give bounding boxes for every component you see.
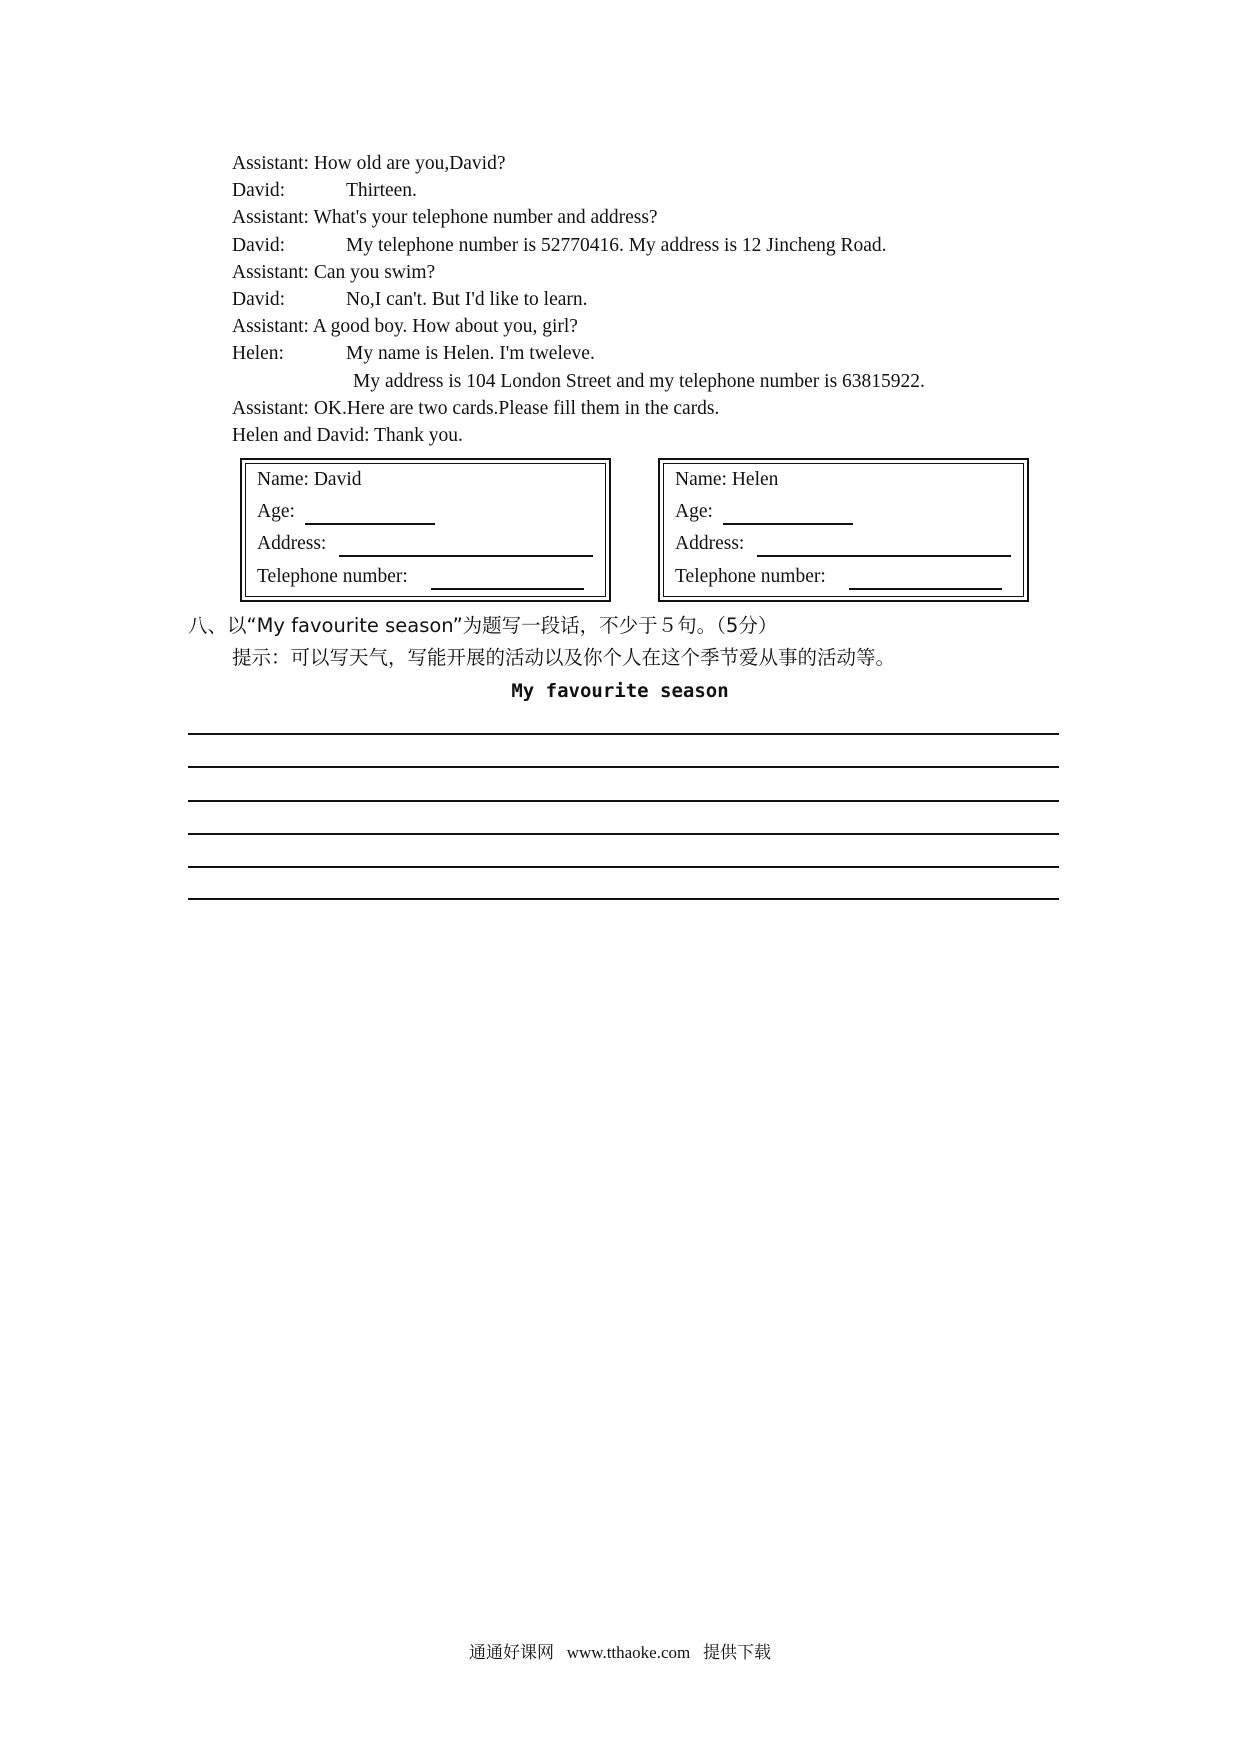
card-name: Name: Helen bbox=[675, 469, 779, 490]
card-address-label: Address: bbox=[675, 533, 745, 554]
card-age-label: Age: bbox=[257, 501, 295, 522]
writing-line[interactable] bbox=[188, 800, 1059, 802]
utterance: What's your telephone number and address? bbox=[313, 207, 658, 229]
speaker: Assistant: bbox=[232, 261, 309, 283]
speaker: Assistant: bbox=[232, 207, 309, 229]
speaker: Assistant: bbox=[232, 316, 309, 338]
phone-blank[interactable] bbox=[849, 588, 1002, 590]
dialogue-line bbox=[232, 340, 719, 367]
speaker: David: bbox=[232, 234, 286, 256]
utterance: Thank you. bbox=[374, 424, 463, 446]
dialogue-line bbox=[232, 395, 719, 422]
dialogue-line bbox=[232, 313, 719, 340]
card-name: Name: David bbox=[257, 469, 362, 490]
card-address-label: Address: bbox=[257, 533, 327, 554]
question-8: 八、以“My favourite season”为题写一段话，不少于５句。（5分） bbox=[188, 614, 778, 637]
info-card-helen bbox=[658, 458, 1029, 602]
address-blank[interactable] bbox=[757, 555, 1011, 557]
speaker: Helen: bbox=[232, 343, 284, 365]
dialogue-line bbox=[232, 368, 925, 395]
dialogue-line bbox=[232, 177, 719, 204]
dialogue-line bbox=[232, 232, 887, 259]
speaker: David: bbox=[232, 180, 286, 202]
writing-line[interactable] bbox=[188, 898, 1059, 900]
utterance: My name is Helen. I'm tweleve. bbox=[346, 343, 595, 365]
writing-line[interactable] bbox=[188, 766, 1059, 768]
speaker: Helen and David: bbox=[232, 424, 370, 446]
speaker: Assistant: bbox=[232, 153, 309, 174]
card-phone-label: Telephone number: bbox=[675, 566, 826, 587]
card-age-label: Age: bbox=[675, 501, 713, 522]
card-phone-label: Telephone number: bbox=[257, 566, 408, 587]
writing-line[interactable] bbox=[188, 733, 1059, 735]
utterance: My telephone number is 52770416. My address is 12 Jincheng Road. bbox=[346, 234, 887, 256]
dialogue-line bbox=[232, 150, 719, 177]
writing-line[interactable] bbox=[188, 833, 1059, 835]
question-hint: 提示：可以写天气，写能开展的活动以及你个人在这个季节爱从事的活动等。 bbox=[232, 646, 896, 669]
speaker: David: bbox=[232, 288, 286, 310]
writing-line[interactable] bbox=[188, 866, 1059, 868]
utterance: Thirteen. bbox=[346, 180, 417, 202]
dialogue-line bbox=[232, 286, 719, 313]
utterance: Can you swim? bbox=[313, 261, 436, 283]
utterance: No,I can't. But I'd like to learn. bbox=[346, 288, 588, 310]
info-card-david bbox=[240, 458, 611, 602]
utterance: My address is 104 London Street and my telephone number is 63815922. bbox=[353, 370, 925, 392]
utterance: A good boy. How about you, girl? bbox=[312, 316, 578, 338]
utterance: OK.Here are two cards.Please fill them in the cards. bbox=[313, 397, 720, 419]
page-footer bbox=[0, 1638, 1240, 1663]
age-blank[interactable] bbox=[305, 523, 435, 525]
address-blank[interactable] bbox=[339, 555, 593, 557]
speaker: Assistant: bbox=[232, 397, 309, 419]
dialogue-line bbox=[232, 422, 719, 449]
dialogue-line bbox=[232, 259, 719, 286]
dialogue-line bbox=[232, 204, 719, 231]
footer-url[interactable]: www.tthaoke.com bbox=[566, 1643, 691, 1662]
essay-title: My favourite season bbox=[511, 680, 729, 702]
dialogue bbox=[232, 150, 925, 449]
footer-site-name: 通通好课网 bbox=[468, 1643, 554, 1663]
utterance: How old are you,David? bbox=[313, 153, 506, 174]
footer-download-text: 提供下载 bbox=[703, 1643, 772, 1663]
phone-blank[interactable] bbox=[431, 588, 584, 590]
age-blank[interactable] bbox=[723, 523, 853, 525]
